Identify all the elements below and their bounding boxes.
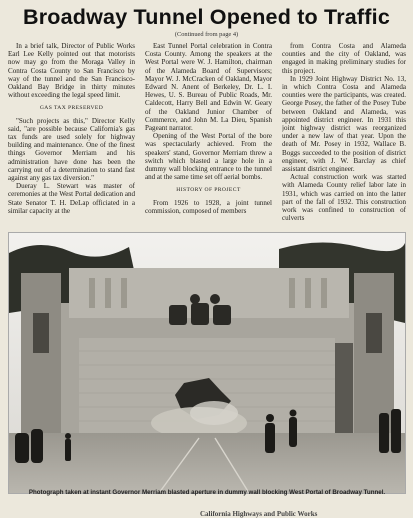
paragraph: East Tunnel Portal celebration in Contra Costa County. Among the speakers at the West Portal were W. J. Hamilton, chairman of the Alameda Board of Supervisors; Mayor W. J. McCracken of Oakland, Mayor Edward N. Anent of Berkeley, Dr. L. I. Hewes, U. S. Bureau of Public Roads, Mr. Caldecott, Harry Bell and Edwin W. Geary of the Oakland Junior Chamber of Commerce, and John M. La Dieu, Spanish Pageant narrator. <box>145 42 272 133</box>
article-column-2 <box>145 42 272 230</box>
paragraph: Actual construction work was started with Alameda County relief labor late in 1931, which was carried on into the latter part of the fall of 1932. This construction work was confined to construction of culverts <box>282 173 406 223</box>
portal-recess <box>335 343 353 433</box>
paragraph: Dueray L. Stewart was master of ceremonies at the West Portal dedication and State Senator T. H. DeLap officiated in a similar capacity at the <box>8 182 135 215</box>
paragraph: Opening of the West Portal of the bore was spectacularly achieved. From the speakers' stand, Governor Merriam threw a switch which blasted a large hole in a dummy wall blocking entrance to the tunnel and at the same time set off aerial bombs. <box>145 132 272 182</box>
continued-note: (Continued from page 4) <box>174 31 239 38</box>
right-pylon <box>354 273 394 438</box>
right-lamp <box>366 313 382 353</box>
section-subhead: HISTORY OF PROJECT <box>176 187 241 194</box>
paragraph: In 1929 Joint Highway District No. 13, in which Contra Costa and Alameda counties were the participants, was created. George Posey, the father of the Posey Tube between Oakland and Alameda, was appointed district engineer. In 1931 this joint highway district was reorganized under a new law of that year. Upon the death of Mr. Posey in 1932, Wallace B. Boggs succeeded to the position of district engineer, with J. W. Barclay as chief assistant district engineer. <box>282 74 406 174</box>
tunnel-portal-photo <box>8 232 406 494</box>
article-column-1 <box>8 42 135 230</box>
article-column-3 <box>282 42 406 230</box>
paragraph: In a brief talk, Director of Public Works Earl Lee Kelly pointed out that motorists now may go from the Moraga Valley in Contra Costa County to San Francisco by way of the tunnel and the San Francisco-Oakland Bay Bridge in thirty minutes without exceeding the legal speed limit. <box>8 42 135 100</box>
section-subhead: GAS TAX PRESERVED <box>39 105 104 112</box>
paragraph: From 1926 to 1928, a joint tunnel commission, composed of members <box>145 198 272 215</box>
left-pylon <box>21 273 61 438</box>
photo-illustration <box>9 233 405 493</box>
running-footer: California Highways and Public Works <box>200 510 318 518</box>
paragraph: "Such projects as this," Director Kelly said, "are possible because California's gas tax funds are used solely for highway building and maintenance. One of the finest things Governor Merriam and his administration have done has been the carrying out of a determination to stand fast against any gas tax diversion." <box>8 116 135 183</box>
paragraph: from Contra Costa and Alameda counties and the city of Oakland, was engaged in making preliminary studies for this project. <box>282 42 406 75</box>
photo-caption: Photograph taken at instant Governor Merriam blasted aperture in dummy wall blocking West Portal of Broadway Tunnel. <box>28 489 386 496</box>
article-columns <box>8 42 406 230</box>
left-lamp <box>33 313 49 353</box>
article-headline: Broadway Tunnel Opened to Traffic <box>23 5 390 29</box>
